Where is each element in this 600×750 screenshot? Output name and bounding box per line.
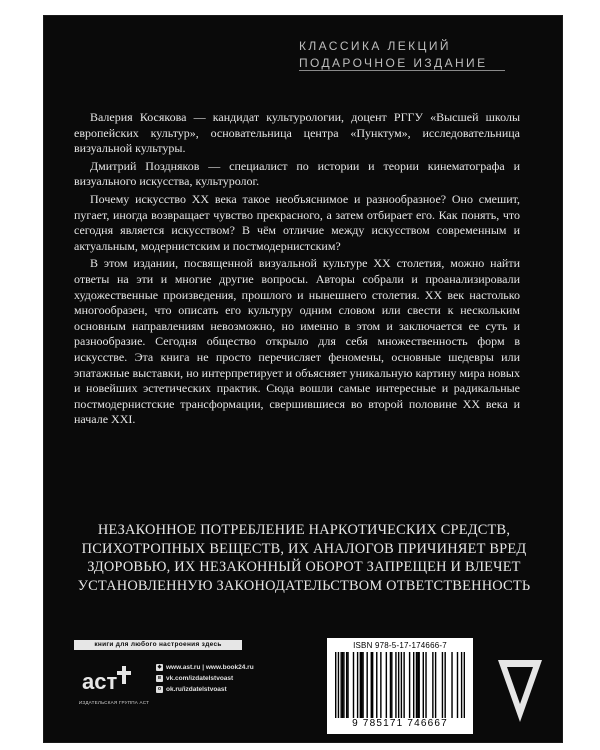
barcode-bar [376, 652, 377, 718]
series-line-2: ПОДАРОЧНОЕ ИЗДАНИЕ [299, 56, 488, 70]
annotation-description: В этом издании, посвященной визуальной культуре XX столетия, можно найти ответы на эти и многие другие вопросы. Авторы собрали и проанализировали художественные произведения, прошлого и нынешнего столетия. XX век настолько многообразен, что описать его культуру одним словом или свести к нескольким основным направлениям невозможно, но именно в этом и заключается ее суть и разнообразие. Сегодня общество открыло для себя множественность форм в искусстве. Эта книга не просто перечисляет феномены, основные шедевры или эпатажные выставки, но интерпретирует и объясняет уникальную картину мира новых и новейших эстетических практик. Сюда вошли самые интересные и радикальные постмодернистские трансформации, свершившиеся во второй половине XX века и начале XXI. [74, 256, 520, 427]
barcode-bar [451, 652, 452, 718]
barcode-bar [361, 652, 362, 718]
barcode-bar [464, 652, 465, 718]
series-line-1: КЛАССИКА ЛЕКЦИЙ [299, 39, 451, 53]
barcode-bar [380, 652, 381, 718]
barcode-bar [342, 652, 343, 718]
ok-icon: о [157, 686, 162, 692]
barcode-bar [395, 652, 396, 718]
ast-site-icon: ◆ [157, 664, 162, 670]
annotation-text [74, 110, 520, 428]
barcode-bar [372, 652, 373, 718]
barcode-bar [461, 652, 462, 718]
series-title [299, 38, 487, 72]
barcode-bar [444, 652, 445, 718]
publisher-block [74, 640, 254, 730]
annotation-questions: Почему искусство XX века такое необъяснимое и разнообразное? Оно смешит, пугает, иногда возвращает чувство прекрасного, а затем отбирает его. Как понять, что сегодня является искусством? В чём отличие между искусством современным и актуальным, модернистским и постмодернистским? [74, 191, 520, 253]
warning-line-1: НЕЗАКОННОЕ ПОТРЕБЛЕНИЕ НАРКОТИЧЕСКИХ СРЕДСТВ, [97, 522, 511, 538]
barcode-bar [346, 652, 347, 718]
warning-line-3: ЗДОРОВЬЮ, ИХ НЕЗАКОННЫЙ ОБОРОТ ЗАПРЕЩЕН И ВЛЕЧЕТ [87, 559, 521, 576]
barcode-bar [360, 652, 361, 718]
author-bio-pozdnyakov: Дмитрий Поздняков — специалист по истории и теории кинематографа и визуального искусства, культуролог. [74, 158, 520, 189]
barcode-bar [417, 652, 418, 718]
barcode-bar [340, 652, 341, 718]
barcode-bar [423, 652, 424, 718]
link-site-text: www.ast.ru | www.book24.ru [166, 664, 254, 671]
barcode-bar [442, 652, 443, 718]
drug-warning [69, 521, 539, 595]
barcode-bar [435, 652, 436, 718]
book-back-cover [43, 15, 563, 743]
barcode-bar [401, 652, 402, 718]
barcode-bar [386, 652, 387, 718]
publisher-caption: ИЗДАТЕЛЬСКАЯ ГРУППА АСТ [78, 700, 150, 705]
barcode-bar [353, 652, 354, 718]
link-ok[interactable] [156, 684, 254, 695]
ast-logo-icon [80, 662, 136, 696]
author-bio-kosyakova: Валерия Косякова — кандидат культурологии, доцент РГГУ «Высшей школы европейских культур», основательница центра «Пунктум», исследовательница визуальной культуры. [74, 110, 520, 156]
vk-icon: в [157, 675, 162, 681]
imprint-v-logo-icon [496, 658, 544, 724]
publisher-links [156, 662, 254, 695]
barcode-bar [432, 652, 433, 718]
barcode-bar [457, 652, 458, 718]
barcode-bar [398, 652, 399, 718]
barcode-bar [425, 652, 426, 718]
barcode-bar [416, 652, 417, 718]
barcode-bar [409, 652, 410, 718]
barcode-bar [403, 652, 404, 718]
barcode-bar [390, 652, 391, 718]
barcode-bar [338, 652, 339, 718]
barcode-bar [391, 652, 392, 718]
barcode-bar [418, 652, 419, 718]
link-vk[interactable] [156, 673, 254, 684]
ast-logo-text: аст [82, 669, 118, 694]
isbn-number: ISBN 978-5-17-174666-7 [353, 641, 447, 650]
warning-line-2: ПСИХОТРОПНЫХ ВЕЩЕСТВ, ИХ АНАЛОГОВ ПРИЧИНЯЕТ ВРЕД [81, 540, 527, 557]
barcode-panel [327, 638, 473, 734]
barcode-graphic [335, 652, 465, 718]
barcode-bar [371, 652, 372, 718]
series-underline [299, 70, 505, 71]
barcode-bar [347, 652, 348, 718]
publisher-tagline: книги для любого настроения здесь [74, 640, 242, 650]
barcode-bar [413, 652, 414, 718]
barcode-bar [343, 652, 344, 718]
barcode-digits: 9 785171 746667 [352, 718, 448, 729]
link-vk-text: vk.com/izdatelstvoast [166, 675, 234, 682]
link-site[interactable] [156, 662, 254, 673]
barcode-bar [335, 652, 336, 718]
barcode-bar [357, 652, 358, 718]
link-ok-text: ok.ru/izdatelstvoast [166, 686, 227, 693]
barcode-bar [366, 652, 367, 718]
imprint-logo-letter: V [519, 688, 521, 689]
barcode-bar [362, 652, 363, 718]
warning-line-4: УСТАНОВЛЕННУЮ ЗАКОНОДАТЕЛЬСТВОМ ОТВЕТСТВЕННОСТЬ [77, 577, 531, 594]
